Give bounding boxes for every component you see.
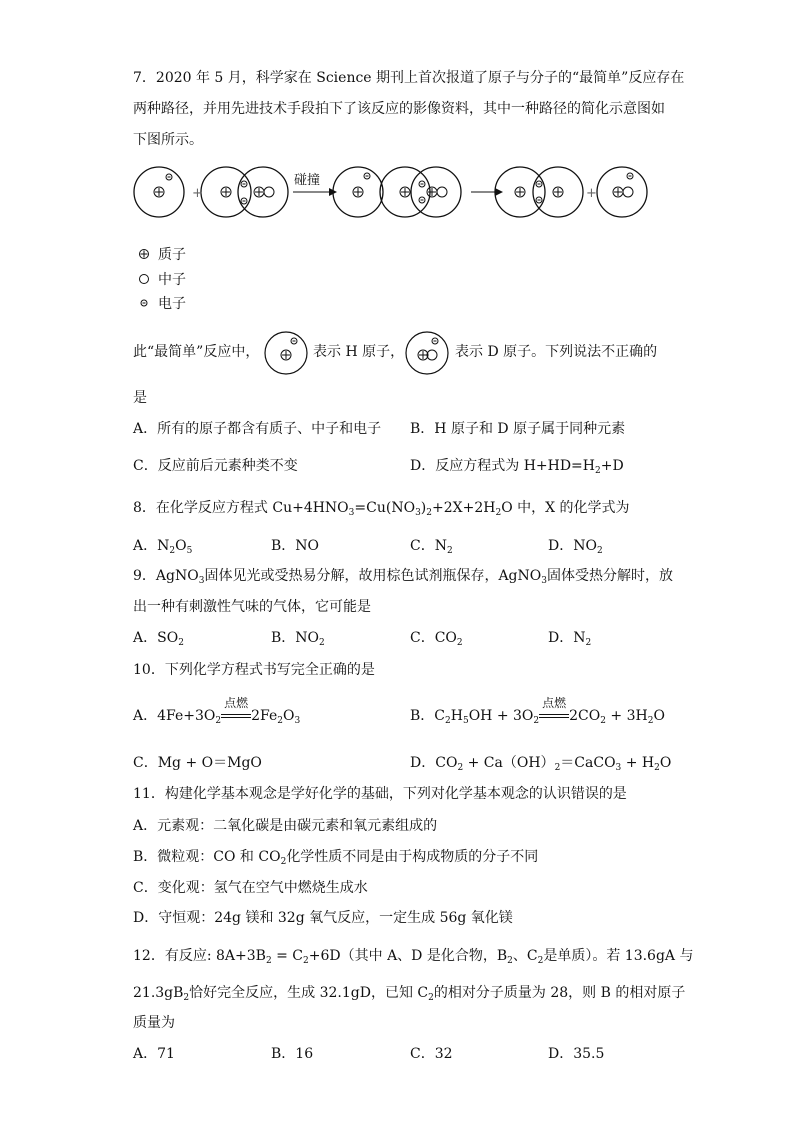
q9-option-a[interactable]: A．$SO_2$ xyxy=(133,630,184,648)
q9-line-1: 9．AgNO$_3$固体见光或受热易分解，故用棕色试剂瓶保存，AgNO$_3$固体受热分解时，放 xyxy=(133,568,673,586)
q8-stem: 8．在化学反应方程式 $Cu+4HNO_3=Cu(NO_3)_2+2X+2H_2O$ 中，X 的化学式为 xyxy=(133,500,630,518)
q12-line-1: 12．有反应: $8A+3B_2 = C_2+6D$（其中 A、D 是化合物，$B_2$、$C_2$是单质）。若 13.6gA 与 xyxy=(133,948,694,966)
q10-option-d[interactable]: D．$CO_2$ + $Ca(OH)_2=CaCO_3 + H_2O$ xyxy=(410,755,672,773)
q7-desc-b: 表示 H 原子， xyxy=(313,344,405,360)
q12-option-c[interactable]: C．32 xyxy=(410,1046,453,1062)
legend-proton xyxy=(138,245,186,265)
q11-option-a[interactable]: A．元素观：二氧化碳是由碳元素和氧元素组成的 xyxy=(133,818,438,834)
q7-desc-c: 表示 D 原子。下列说法不正确的 xyxy=(455,344,658,360)
q9-line-1-b: 固体见光或受热易分解，故用棕色试剂瓶保存，AgNO xyxy=(204,568,542,584)
q7-option-b[interactable]: B．H 原子和 D 原子属于同种元素 xyxy=(410,421,626,437)
q11-option-c[interactable]: C．变化观：氢气在空气中燃烧生成水 xyxy=(133,880,368,896)
q11-option-b-b: 化学性质不同是由于构成物质的分子不同 xyxy=(286,849,539,865)
q7-option-d-prefix: D．反应方程式为 xyxy=(410,458,524,474)
q7-option-c[interactable]: C．反应前后元素种类不变 xyxy=(133,458,298,474)
q10-stem: 10．下列化学方程式书写完全正确的是 xyxy=(133,662,375,678)
q10-option-a-label: A． xyxy=(133,708,158,724)
q12-line-2-a: 21.3gB xyxy=(133,985,184,1001)
legend-electron xyxy=(138,294,186,314)
q9-option-a-label: A． xyxy=(133,630,158,646)
q11-option-b[interactable]: B．微粒观：CO 和 $CO_2$化学性质不同是由于构成物质的分子不同 xyxy=(133,849,539,867)
q7-desc-d: 是 xyxy=(133,390,147,406)
q12-option-b[interactable]: B．16 xyxy=(271,1046,314,1062)
q12-line-2: $21.3gB_2$恰好完全反应，生成 32.1gD，已知 $C_2$的相对分子质量为 28，则 B 的相对原子 xyxy=(133,985,686,1003)
q8-option-c[interactable]: C．$N_2$ xyxy=(410,538,453,556)
q12-option-d[interactable]: D．35.5 xyxy=(548,1046,605,1062)
q8-option-a[interactable]: A．$N_2O_5$ xyxy=(133,538,193,556)
q7-line-2: 两种路径，并用先进技术手段拍下了该反应的影像资料，其中一种路径的简化示意图如 xyxy=(133,101,665,117)
q8-option-a-label: A． xyxy=(133,538,158,554)
q9-line-1-a: 9．AgNO xyxy=(133,568,199,584)
q8-option-d[interactable]: D．$NO_2$ xyxy=(548,538,603,556)
q10-option-c[interactable]: C．Mg + O＝MgO xyxy=(133,755,262,771)
legend-proton-label: 质子 xyxy=(158,247,186,263)
q7-option-a[interactable]: A．所有的原子都含有质子、中子和电子 xyxy=(133,421,382,437)
q10-option-d-label: D． xyxy=(410,755,436,771)
plus-sign-1: + xyxy=(192,186,203,201)
q10-a-condition: 点燃 xyxy=(224,696,249,710)
q7-option-d[interactable]: D．反应方程式为 $H+HD=H_2+D$ xyxy=(410,458,624,476)
q9-option-d[interactable]: D．$N_2$ xyxy=(548,630,592,648)
arrow-label: 碰撞 xyxy=(294,173,321,188)
q12-note-c: 是单质）。若 13.6gA 与 xyxy=(543,948,694,964)
legend-electron-label: 电子 xyxy=(158,296,186,312)
q8-option-d-label: D． xyxy=(548,538,574,554)
q12-line-3: 质量为 xyxy=(133,1015,175,1031)
q9-line-1-c: 固体受热分解时，放 xyxy=(547,568,673,584)
q8-option-b[interactable]: B．NO xyxy=(271,538,320,554)
reaction-diagram xyxy=(128,160,668,230)
q9-option-d-label: D． xyxy=(548,630,574,646)
q8-prefix: 8．在化学反应方程式 xyxy=(133,500,273,516)
q10-option-b-label: B． xyxy=(410,708,435,724)
q11-option-d[interactable]: D．守恒观：24g 镁和 32g 氧气反应，一定生成 56g 氧化镁 xyxy=(133,910,513,926)
q12-line-2-c: 的相对分子质量为 28，则 B 的相对原子 xyxy=(433,985,686,1001)
q10-b-condition: 点燃 xyxy=(542,696,567,710)
q12-note-b: 、C xyxy=(512,948,538,964)
q9-option-b-label: B． xyxy=(271,630,296,646)
d-atom-icon xyxy=(402,330,452,376)
q10-option-c-label: C． xyxy=(133,755,158,771)
q9-option-c-label: C． xyxy=(410,630,435,646)
q7-line-3: 下图所示。 xyxy=(133,132,203,148)
legend-neutron xyxy=(138,270,186,290)
q9-option-c[interactable]: C．$CO_2$ xyxy=(410,630,463,648)
q8-option-c-label: C． xyxy=(410,538,435,554)
q12-note-a: （其中 A、D 是化合物，B xyxy=(340,948,508,964)
plus-sign-2: + xyxy=(586,186,597,201)
q12-prefix: 12．有反应: xyxy=(133,948,216,964)
q12-line-2-b: 恰好完全反应，生成 32.1gD，已知 C xyxy=(189,985,429,1001)
q9-option-b[interactable]: B．$NO_2$ xyxy=(271,630,325,648)
q11-stem: 11．构建化学基本观念是学好化学的基础，下列对化学基本观念的认识错误的是 xyxy=(133,786,627,802)
q9-line-2: 出一种有刺激性气味的气体，它可能是 xyxy=(133,599,371,615)
q10-option-b[interactable]: B．$C_2H_5OH + 3O_2$ 点燃 $2CO_2 + 3H_2O$ xyxy=(410,706,665,726)
q7-line-1: 7．2020 年 5 月，科学家在 Science 期刊上首次报道了原子与分子的“最简单”反应存在 xyxy=(133,70,685,86)
h-atom-icon xyxy=(262,330,310,376)
legend-neutron-label: 中子 xyxy=(158,272,186,288)
q8-suffix: 中，X 的化学式为 xyxy=(512,500,630,516)
q11-option-b-a: B．微粒观：CO 和 CO xyxy=(133,849,281,865)
q10-option-a[interactable]: A．$4Fe+3O_2$ 点燃 $2Fe_2O_3$ xyxy=(133,706,300,726)
q7-desc-a: 此“最简单”反应中， xyxy=(133,344,260,360)
q12-option-a[interactable]: A．71 xyxy=(133,1046,175,1062)
